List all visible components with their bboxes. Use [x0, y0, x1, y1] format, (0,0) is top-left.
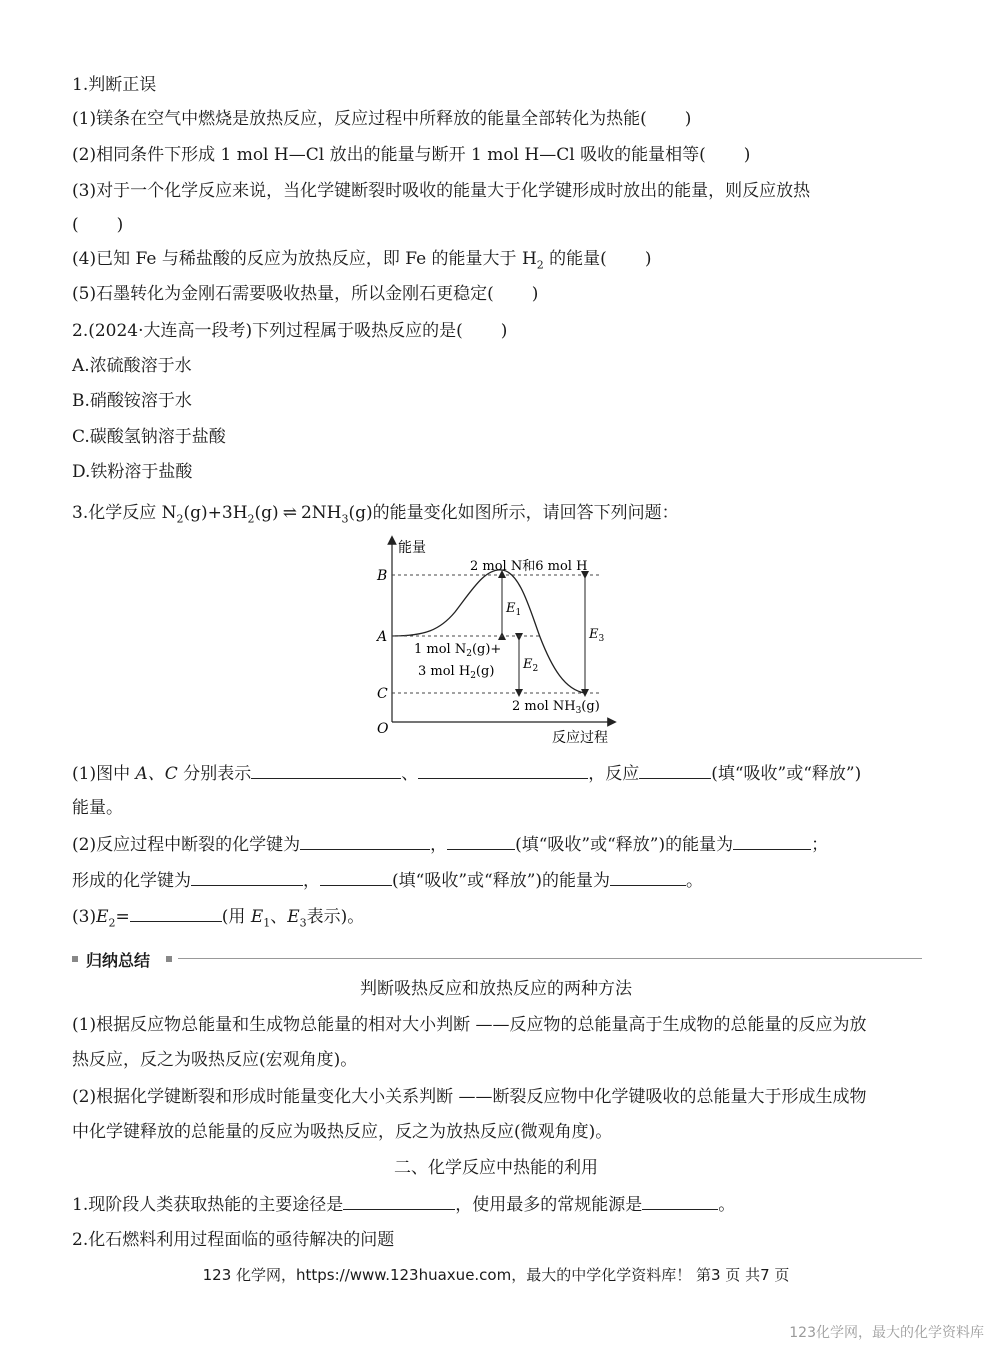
y-axis-label: 能量 — [398, 540, 426, 556]
e2-label: $E_2$ — [523, 657, 539, 674]
e3-label: $E_3$ — [589, 627, 605, 644]
e1-label: $E_1$ — [506, 601, 522, 618]
q3-stem: 3.化学反应 $N_2(g)+3H_2(g)$ ⇌ $2NH_3(g)$的能量变化如图所示，请回答下列问题： — [72, 503, 679, 526]
summary-line-2: 热反应，反之为吸热反应(宏观角度)。 — [72, 1050, 358, 1070]
summary-line-4: 中化学键释放的总能量的反应为吸热反应，反之为放热反应(微观角度)。 — [72, 1122, 613, 1142]
q3-part-1-cont: 能量。 — [72, 798, 123, 818]
q2-stem: 2.(2024·大连高一段考)下列过程属于吸热反应的是( ) — [72, 321, 508, 341]
bullet-square-icon — [166, 956, 172, 962]
x-axis-label: 反应过程 — [552, 730, 608, 746]
reactant-label-2: 3 mol $H_2(g)$ — [418, 664, 495, 681]
q3-part-3: $(3)E_2=$ (用 $E_1$、$E_3$表示)。 — [72, 907, 365, 930]
q1-item-1: (1)镁条在空气中燃烧是放热反应，反应过程中所释放的能量全部转化为热能( ) — [72, 109, 692, 129]
q2-option-d: D.铁粉溶于盐酸 — [72, 462, 193, 482]
watermark: 123化学网，最大的化学资料库 — [789, 1325, 984, 1341]
bullet-square-icon — [72, 956, 78, 962]
section2-title: 二、化学反应中热能的利用 — [394, 1158, 598, 1178]
q3-part-2: (2)反应过程中断裂的化学键为 ， (填“吸收”或“释放”)的能量为 ； — [72, 835, 829, 855]
summary-line-3: (2)根据化学键断裂和形成时能量变化大小关系判断 ——断裂反应物中化学键吸收的总能量大于形成生成物 — [72, 1087, 867, 1107]
top-state-label: 2 mol N和6 mol H — [470, 559, 588, 574]
q1-item-4: (4)已知 Fe 与稀盐酸的反应为放热反应，即 Fe 的能量大于 $H_2$ 的能量( ) — [72, 249, 652, 272]
summary-label: 归纳总结 — [86, 951, 151, 970]
q1-item-3-paren: ( ) — [72, 215, 124, 235]
q3-part-1: (1)图中 A、C 分别表示 、 ，反应 (填“吸收”或“释放”) — [72, 764, 862, 784]
summary-header — [72, 950, 922, 968]
q2-option-b: B.硝酸铵溶于水 — [72, 391, 192, 411]
product-label: 2 mol $NH_3(g)$ — [512, 699, 600, 716]
label-c: C — [377, 686, 388, 702]
q1-item-3: (3)对于一个化学反应来说，当化学键断裂时吸收的能量大于化学键形成时放出的能量，则反应放热 — [72, 181, 811, 201]
label-a: A — [377, 629, 388, 645]
q1-item-5: (5)石墨转化为金刚石需要吸收热量，所以金刚石更稳定( ) — [72, 284, 539, 304]
summary-divider — [178, 958, 922, 959]
reactant-label-1: 1 mol $N_2(g)+$ — [414, 642, 502, 659]
summary-title: 判断吸热反应和放热反应的两种方法 — [360, 979, 632, 999]
label-b: B — [377, 568, 388, 584]
q3-part-2-cont: 形成的化学键为 ， (填“吸收”或“释放”)的能量为 。 — [72, 871, 704, 891]
q1-title: 1.判断正误 — [72, 75, 157, 95]
label-o: O — [377, 721, 389, 737]
summary-line-1: (1)根据反应物总能量和生成物总能量的相对大小判断 ——反应物的总能量高于生成物的总能量的反应为放 — [72, 1015, 867, 1035]
section2-q1: 1.现阶段人类获取热能的主要途径是 ，使用最多的常规能源是 。 — [72, 1195, 736, 1215]
energy-diagram — [370, 532, 630, 747]
section2-q2: 2.化石燃料利用过程面临的亟待解决的问题 — [72, 1230, 395, 1250]
q1-item-2: (2)相同条件下形成 1 mol H—Cl 放出的能量与断开 1 mol H—Cl 吸收的能量相等( ) — [72, 145, 751, 165]
q2-option-a: A.浓硫酸溶于水 — [72, 356, 192, 376]
q2-option-c: C.碳酸氢钠溶于盐酸 — [72, 427, 226, 447]
page-footer: 123 化学网，https://www.123huaxue.com，最大的中学化学资料库！ 第3 页 共7 页 — [202, 1266, 790, 1284]
